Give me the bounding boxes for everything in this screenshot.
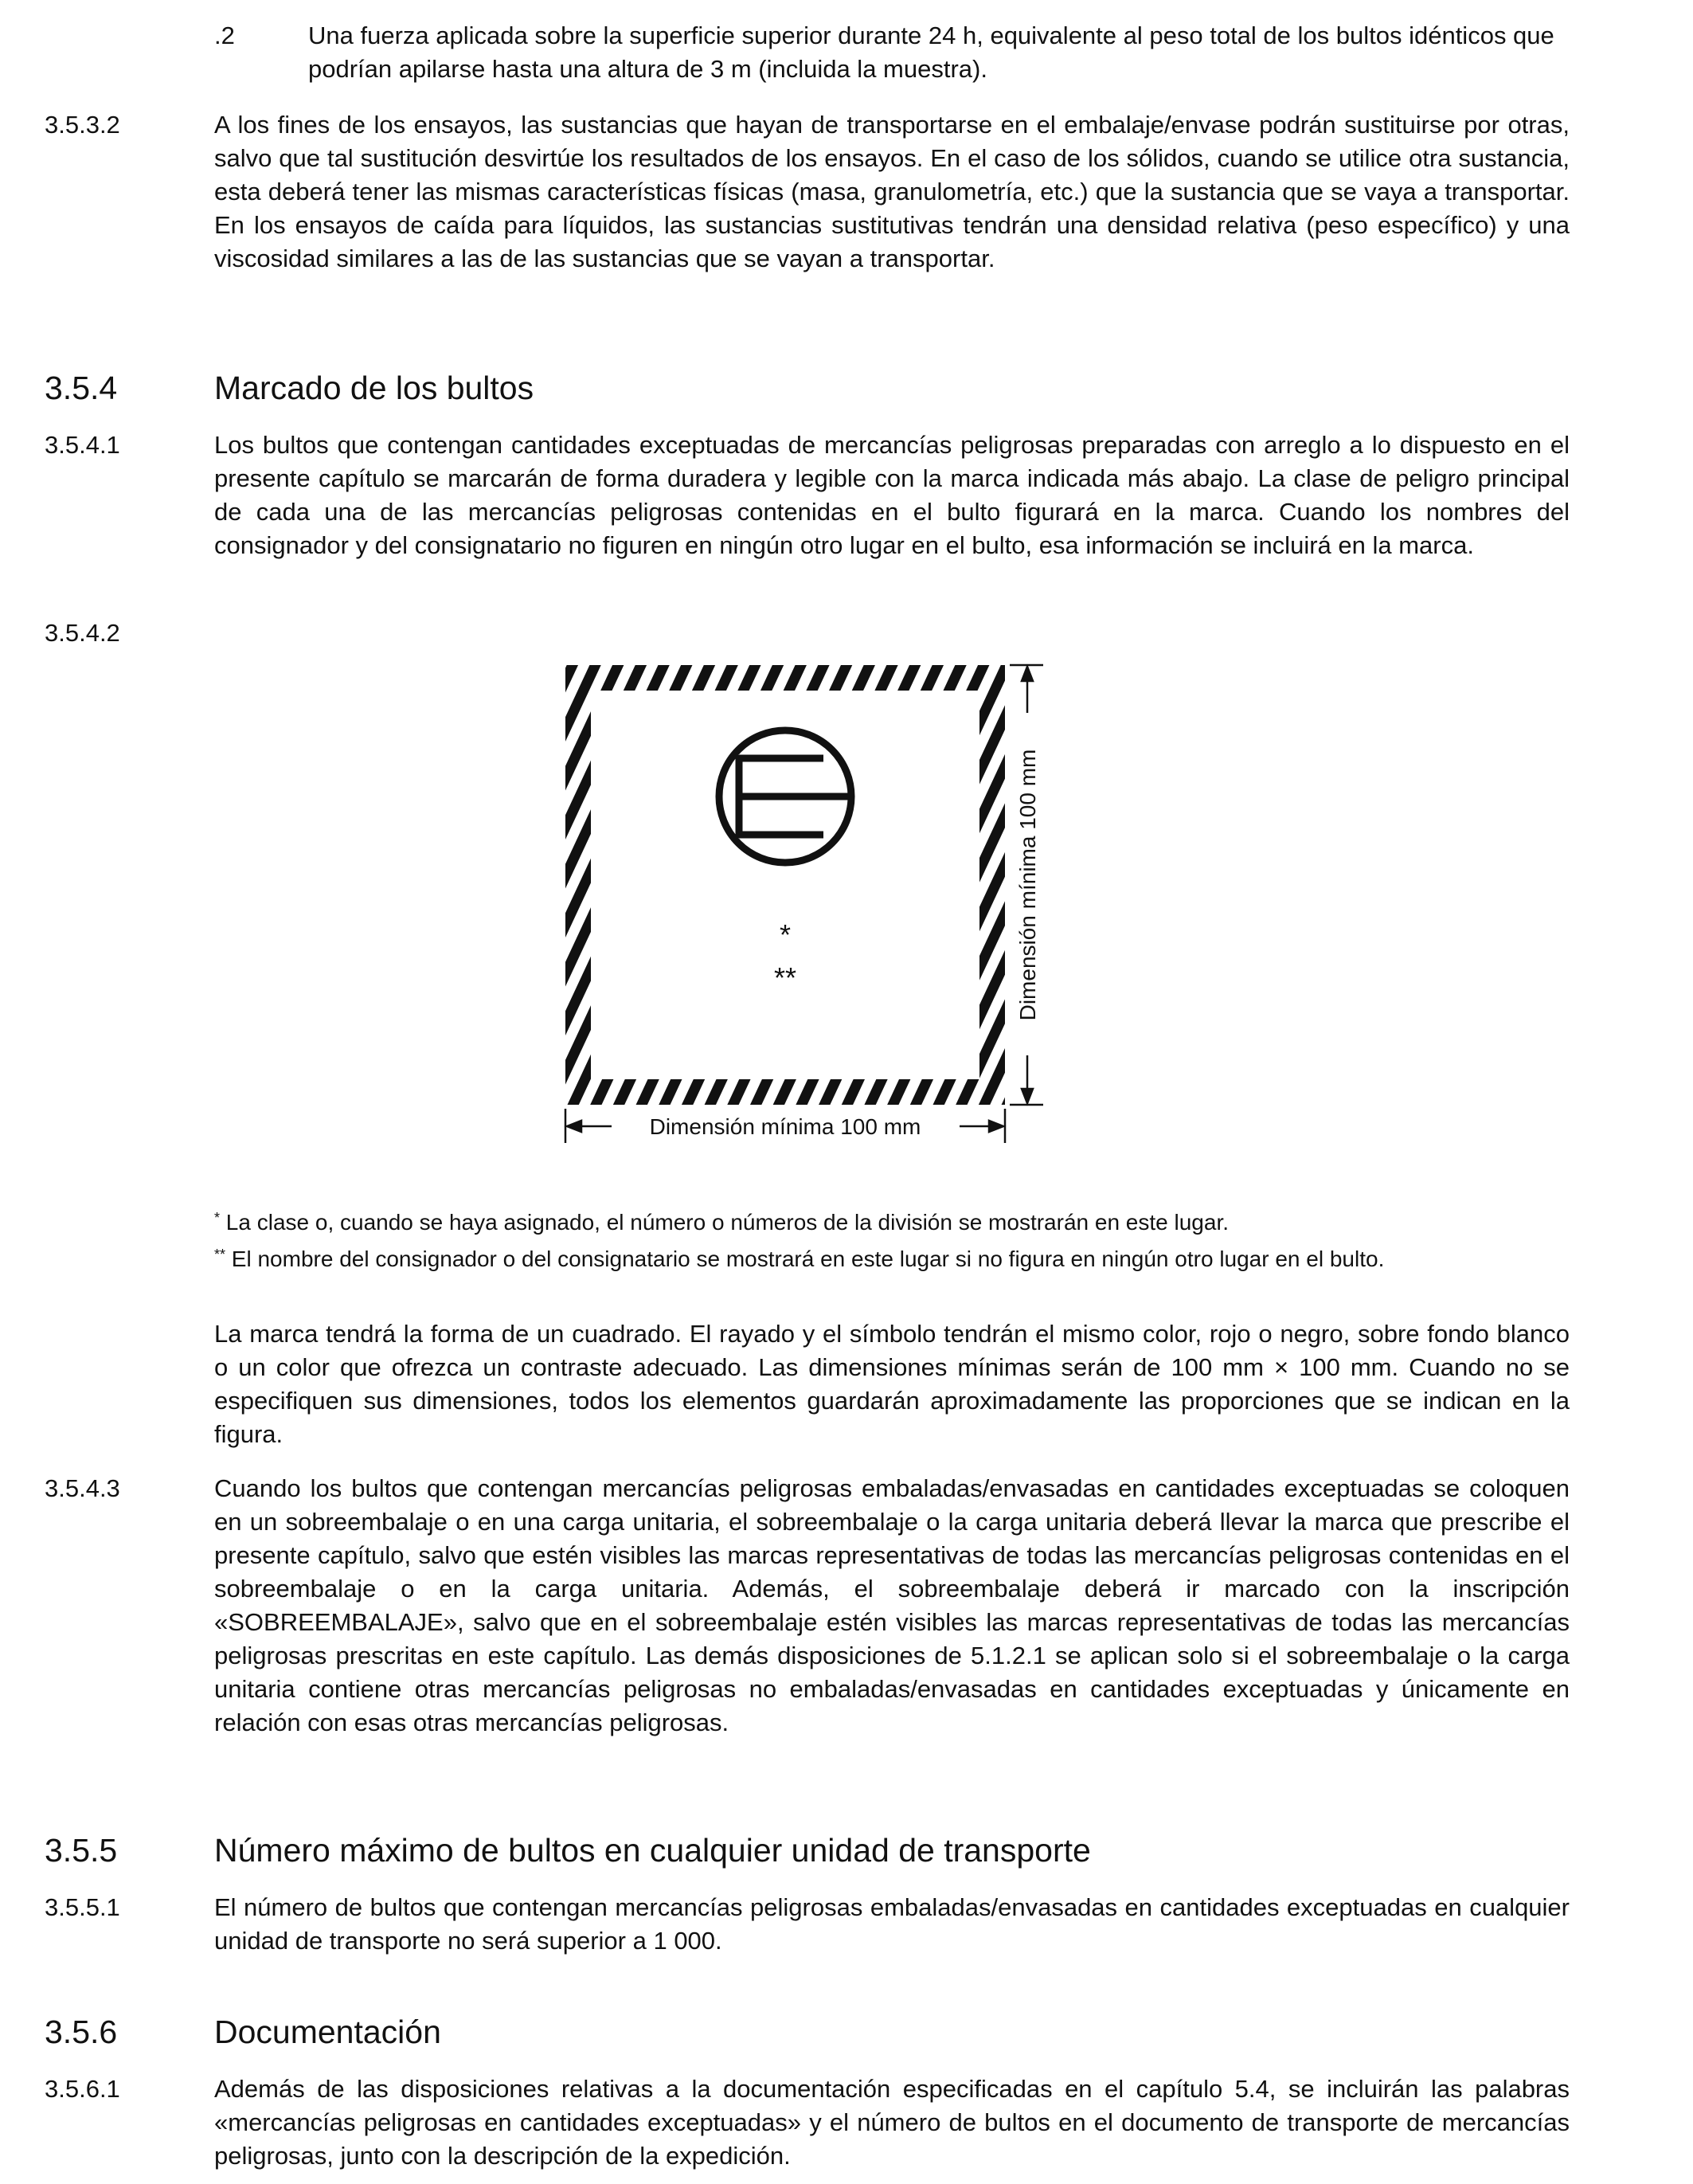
clause-number: 3.5.4.2 bbox=[45, 619, 120, 647]
section-title: Documentación bbox=[214, 2014, 441, 2050]
dimension-label-bottom: Dimensión mínima 100 mm bbox=[649, 1114, 921, 1139]
clause-number: 3.5.4.3 bbox=[45, 1474, 120, 1502]
paragraph: Una fuerza aplicada sobre la superficie superior durante 24 h, equivalente al peso total de los bultos idénticos que podrían apilarse hasta una altura de 3 m (incluida la muestra). bbox=[308, 22, 1554, 83]
paragraph: Además de las disposiciones relativas a la documentación especificadas en el capítulo 5.4, se incluirán las palabras «mercancías peligrosas en cantidades exceptuadas» y el número de bultos en el documento de transporte de mercancías peligrosas, junto con la descripción de la expedición. bbox=[214, 2075, 1570, 2170]
excepted-quantities-mark bbox=[549, 653, 1067, 1155]
footnote-text: El nombre del consignador o del consignatario se mostrará en este lugar si no figura en ningún otro lugar en el bulto. bbox=[231, 1247, 1385, 1271]
class-placeholder: * bbox=[779, 918, 792, 951]
clause-number: 3.5.4.1 bbox=[45, 431, 120, 459]
section-number: 3.5.6 bbox=[45, 2014, 118, 2050]
clause-number: 3.5.3.2 bbox=[45, 111, 120, 139]
item-number: .2 bbox=[214, 22, 235, 49]
paragraph: La marca tendrá la forma de un cuadrado. El rayado y el símbolo tendrán el mismo color, rojo o negro, sobre fondo blanco o un color que ofrezca un contraste adecuado. Las dimensiones mínimas serán de 100 mm × 100 mm. Cuando no se especifiquen sus dimensiones, todos los elementos guardarán aproximadamente las proporciones que se indican en la figura. bbox=[214, 1320, 1570, 1448]
section-number: 3.5.4 bbox=[45, 370, 118, 406]
footnote bbox=[214, 1246, 1570, 1273]
section-number: 3.5.5 bbox=[45, 1832, 118, 1869]
paragraph: Cuando los bultos que contengan mercancías peligrosas embaladas/envasadas en cantidades exceptuadas se coloquen en un sobreembalaje o en una carga unitaria, el sobreembalaje o la carga unitaria deberá llevar la marca que prescribe el presente capítulo, salvo que estén visibles las marcas representativas de todas las mercancías peligrosas contenidas en el sobreembalaje o en la carga unitaria. Además, el sobreembalaje deberá ir marcado con la inscripción «SOBREEMBALAJE», salvo que en el sobreembalaje estén visibles las marcas representativas de todas las mercancías peligrosas prescritas en este capítulo. Las demás disposiciones de 5.1.2.1 se aplican solo si el sobreembalaje o la carga unitaria contiene otras mercancías peligrosas no embaladas/envasadas en cantidades exceptuadas y únicamente en relación con esas otras mercancías peligrosas. bbox=[214, 1474, 1570, 1736]
paragraph: El número de bultos que contengan mercancías peligrosas embaladas/envasadas en cantidades exceptuadas en cualquier unidad de transporte no será superior a 1 000. bbox=[214, 1893, 1570, 1955]
dimension-label-right: Dimensión mínima 100 mm bbox=[1015, 749, 1040, 1021]
footnote bbox=[214, 1209, 1570, 1236]
footnote-text: La clase o, cuando se haya asignado, el número o números de la división se mostrarán en este lugar. bbox=[225, 1210, 1230, 1235]
clause-number: 3.5.5.1 bbox=[45, 1893, 120, 1921]
section-title: Marcado de los bultos bbox=[214, 370, 534, 406]
paragraph: Los bultos que contengan cantidades exceptuadas de mercancías peligrosas preparadas con arreglo a lo dispuesto en el presente capítulo se marcarán de forma duradera y legible con la marca indicada más abajo. La clase de peligro principal de cada una de las mercancías peligrosas contenidas en el bulto figurará en la marca. Cuando los nombres del consignador y del consignatario no figuren en ningún otro lugar en el bulto, esa información se incluirá en la marca. bbox=[214, 431, 1570, 559]
clause-number: 3.5.6.1 bbox=[45, 2075, 120, 2103]
section-title: Número máximo de bultos en cualquier unidad de transporte bbox=[214, 1832, 1091, 1869]
footnote-mark: * bbox=[214, 1210, 221, 1226]
paragraph: A los fines de los ensayos, las sustancias que hayan de transportarse en el embalaje/envase podrán sustituirse por otras, salvo que tal sustitución desvirtúe los resultados de los ensayos. En el caso de los sólidos, cuando se utilice otra sustancia, esta deberá tener las mismas características físicas (masa, granulometría, etc.) que la sustancia que se vaya a transportar. En los ensayos de caída para líquidos, las sustancias sustitutivas tendrán una densidad relativa (peso específico) y una viscosidad similares a las de las sustancias que se vayan a transportar. bbox=[214, 111, 1570, 272]
symbol-icon bbox=[719, 730, 851, 863]
footnote-mark: ** bbox=[214, 1247, 226, 1262]
consignor-placeholder: ** bbox=[773, 961, 797, 994]
